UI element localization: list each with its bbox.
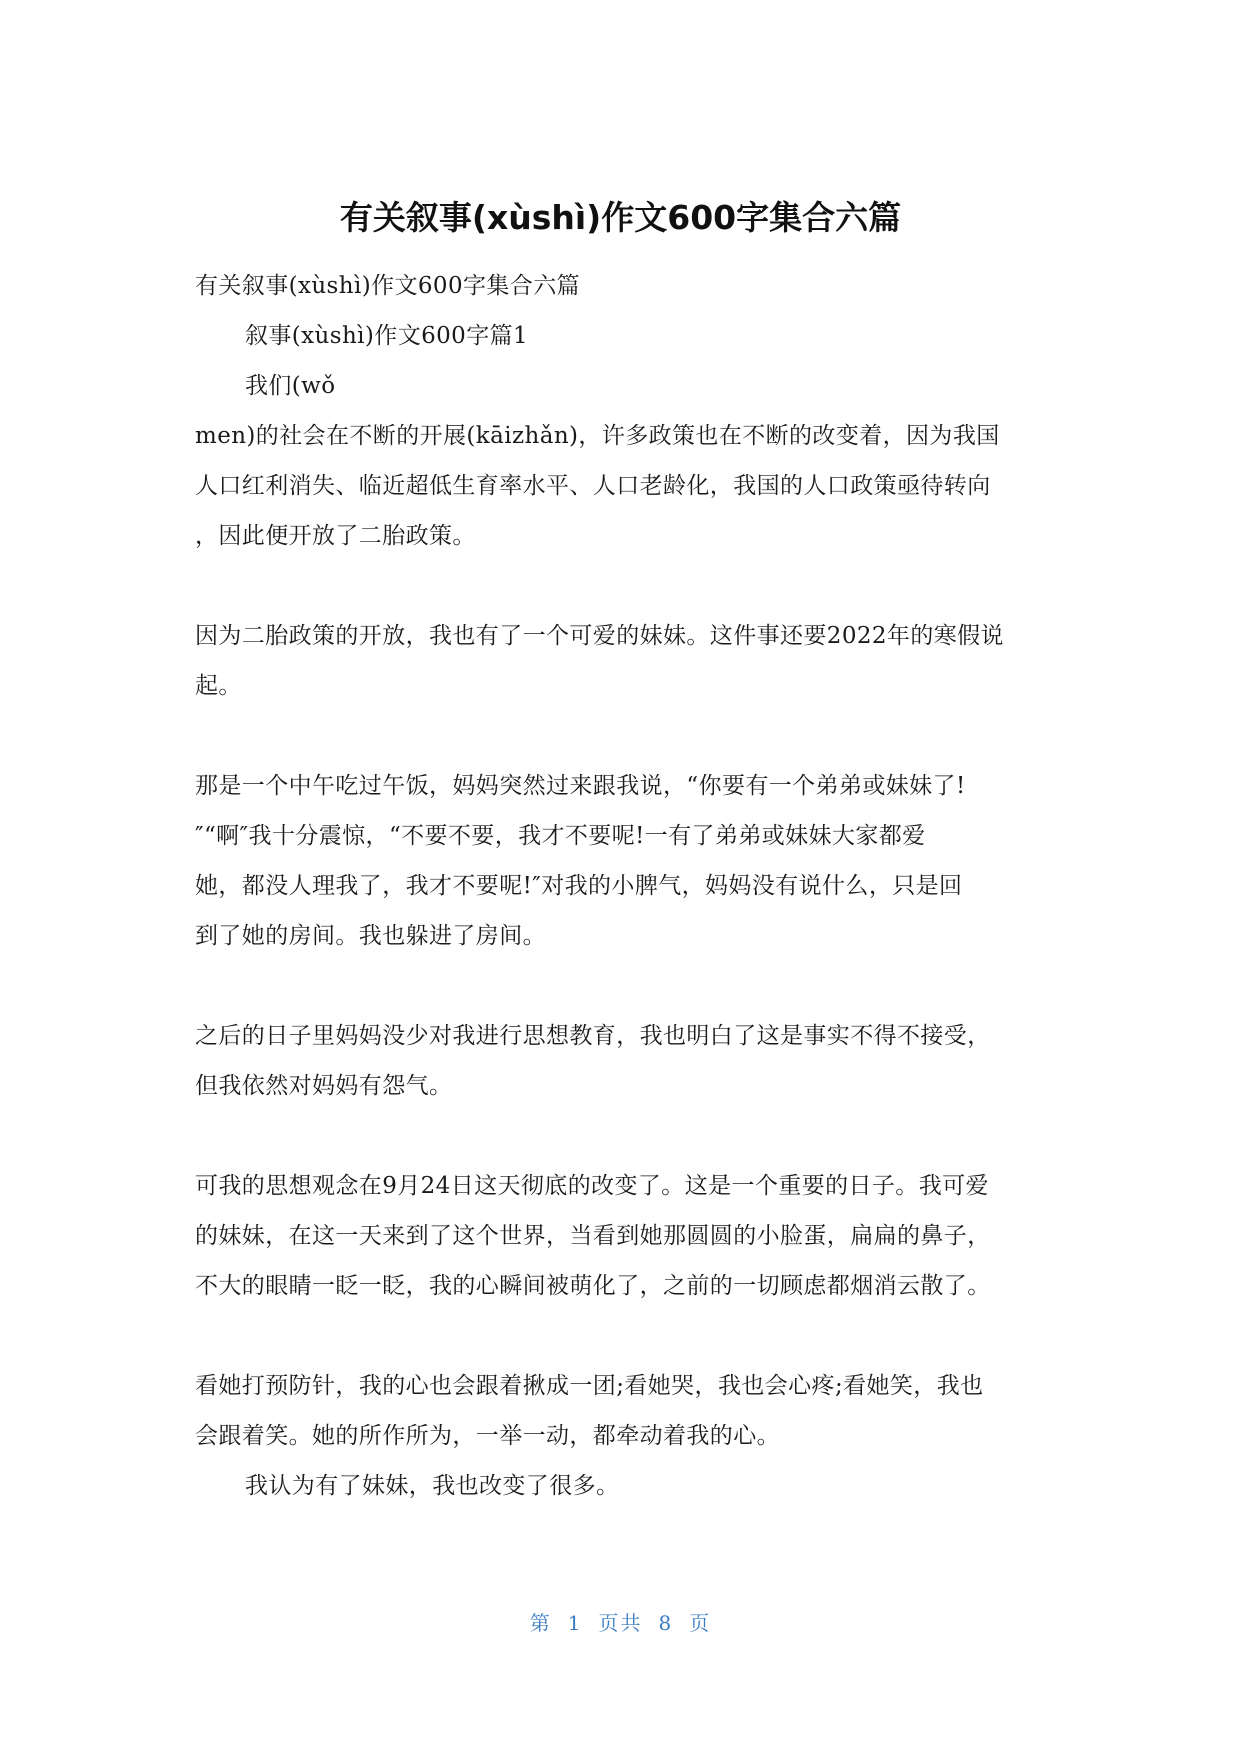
document-body	[195, 261, 1055, 1511]
page-label-suffix: 页	[689, 1611, 712, 1635]
body-line: ″“啊″我十分震惊，“不要不要，我才不要呢!一有了弟弟或妹妹大家都爱	[195, 823, 926, 849]
page-label-prefix: 第	[529, 1611, 552, 1635]
body-line: 之后的日子里妈妈没少对我进行思想教育，我也明白了这是事实不得不接受，	[195, 1023, 991, 1049]
body-line: ，因此便开放了二胎政策。	[195, 523, 476, 549]
body-line: 到了她的房间。我也躲进了房间。	[195, 923, 546, 949]
total-pages-number: 8	[658, 1611, 674, 1635]
body-line: 会跟着笑。她的所作所为，一举一动，都牵动着我的心。	[195, 1423, 780, 1449]
paragraph-gap	[195, 711, 1055, 761]
document-title: 有关叙事(xùshì)作文600字集合六篇	[339, 198, 902, 237]
body-line: 的妹妹，在这一天来到了这个世界，当看到她那圆圆的小脸蛋，扁扁的鼻子，	[195, 1223, 991, 1249]
paragraph-gap	[195, 561, 1055, 611]
paragraph-gap	[195, 961, 1055, 1011]
body-line: 看她打预防针，我的心也会跟着揪成一团;看她哭，我也会心疼;看她笑，我也	[195, 1373, 984, 1399]
body-line: 我认为有了妹妹，我也改变了很多。	[245, 1473, 620, 1499]
body-line: 有关叙事(xùshì)作文600字集合六篇	[195, 273, 581, 299]
page-label-mid: 页共	[598, 1611, 643, 1635]
section-heading: 叙事(xùshì)作文600字篇1	[245, 323, 529, 349]
paragraph-gap	[195, 1311, 1055, 1361]
body-line: 我们(wǒ	[245, 373, 336, 399]
body-line: 那是一个中午吃过午饭，妈妈突然过来跟我说，“你要有一个弟弟或妹妹了!	[195, 773, 966, 799]
current-page-number: 1	[567, 1611, 583, 1635]
body-line: men)的社会在不断的开展(kāizhǎn)，许多政策也在不断的改变着，因为我国	[195, 423, 1000, 449]
body-line: 因为二胎政策的开放，我也有了一个可爱的妹妹。这件事还要2022年的寒假说	[195, 623, 1004, 649]
body-line: 但我依然对妈妈有怨气。	[195, 1073, 453, 1099]
body-line: 不大的眼睛一眨一眨，我的心瞬间被萌化了，之前的一切顾虑都烟消云散了。	[195, 1273, 991, 1299]
body-line: 起。	[195, 673, 242, 699]
body-line: 她，都没人理我了，我才不要呢!″对我的小脾气，妈妈没有说什么，只是回	[195, 873, 963, 899]
body-line: 可我的思想观念在9月24日这天彻底的改变了。这是一个重要的日子。我可爱	[195, 1173, 989, 1199]
paragraph-gap	[195, 1111, 1055, 1161]
page-footer	[0, 1608, 1241, 1638]
body-line: 人口红利消失、临近超低生育率水平、人口老龄化，我国的人口政策亟待转向	[195, 473, 991, 499]
